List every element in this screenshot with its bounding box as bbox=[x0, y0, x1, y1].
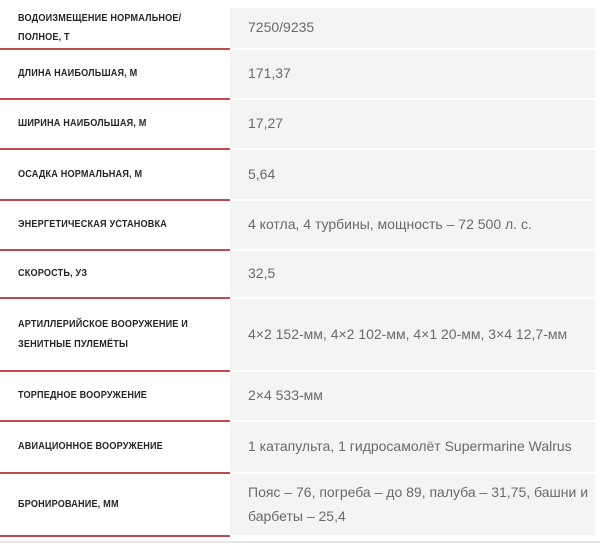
spec-label-cell bbox=[0, 150, 230, 201]
spec-label-cell bbox=[0, 8, 230, 50]
spec-label-cell bbox=[0, 299, 230, 372]
spec-value: 5,64 bbox=[248, 165, 276, 182]
spec-label: ТОРПЕДНОЕ ВООРУЖЕНИЕ bbox=[18, 390, 148, 402]
spec-value: 2×4 533-мм bbox=[248, 387, 323, 404]
spec-value: 1 катапульта, 1 гидросамолёт Supermarine Walrus bbox=[248, 438, 572, 455]
spec-row-artillery bbox=[0, 299, 600, 372]
spec-value-cell bbox=[230, 100, 595, 150]
spec-value-cell bbox=[230, 201, 595, 251]
spec-value-cell bbox=[230, 372, 595, 422]
spec-label: СКОРОСТЬ, УЗ bbox=[18, 268, 88, 280]
spec-value-cell bbox=[230, 50, 595, 100]
spec-label: АРТИЛЛЕРИЙСКОЕ ВООРУЖЕНИЕ И ЗЕНИТНЫЕ ПУЛЕМЁТЫ bbox=[18, 319, 188, 350]
bottom-divider bbox=[0, 541, 600, 543]
spec-label: ВОДОИЗМЕЩЕНИЕ НОРМАЛЬНОЕ/ПОЛНОЕ, Т bbox=[18, 12, 182, 43]
spec-value-cell bbox=[230, 251, 595, 299]
spec-value: 171,37 bbox=[248, 65, 291, 82]
spec-label-cell bbox=[0, 422, 230, 474]
spec-value: Пояс – 76, погреба – до 89, палуба – 31,75, башни и барбеты – 25,4 bbox=[248, 483, 589, 524]
spec-label-cell bbox=[0, 251, 230, 299]
spec-value-cell bbox=[230, 150, 595, 201]
spec-value-cell bbox=[230, 422, 595, 474]
spec-label: ОСАДКА НОРМАЛЬНАЯ, М bbox=[18, 168, 143, 180]
spec-row-armor bbox=[0, 474, 600, 537]
spec-value: 4 котла, 4 турбины, мощность – 72 500 л. с. bbox=[248, 216, 532, 233]
spec-label-cell bbox=[0, 201, 230, 251]
spec-label-cell bbox=[0, 100, 230, 150]
spec-label-cell bbox=[0, 474, 230, 537]
spec-value-cell bbox=[230, 8, 595, 50]
spec-label: АВИАЦИОННОЕ ВООРУЖЕНИЕ bbox=[18, 441, 163, 453]
spec-value-cell bbox=[230, 474, 595, 537]
spec-label: БРОНИРОВАНИЕ, ММ bbox=[18, 498, 119, 510]
spec-label: ДЛИНА НАИБОЛЬШАЯ, М bbox=[18, 68, 138, 80]
spec-row-powerplant bbox=[0, 201, 600, 251]
spec-value-cell bbox=[230, 299, 595, 372]
spec-value: 17,27 bbox=[248, 115, 284, 132]
spec-value: 32,5 bbox=[248, 265, 276, 282]
spec-row-beam bbox=[0, 100, 600, 150]
spec-row-torpedo bbox=[0, 372, 600, 422]
spec-row-aviation bbox=[0, 422, 600, 474]
spec-label-cell bbox=[0, 372, 230, 422]
spec-row-draft bbox=[0, 150, 600, 201]
spec-row-displacement bbox=[0, 8, 600, 50]
spec-label-cell bbox=[0, 50, 230, 100]
spec-label: ШИРИНА НАИБОЛЬШАЯ, М bbox=[18, 118, 147, 130]
spec-value: 7250/9235 bbox=[248, 19, 315, 36]
spec-row-length bbox=[0, 50, 600, 100]
spec-value: 4×2 152-мм, 4×2 102-мм, 4×1 20-мм, 3×4 12,7-мм bbox=[248, 325, 568, 342]
spec-label: ЭНЕРГЕТИЧЕСКАЯ УСТАНОВКА bbox=[18, 219, 168, 231]
spec-row-speed bbox=[0, 251, 600, 299]
